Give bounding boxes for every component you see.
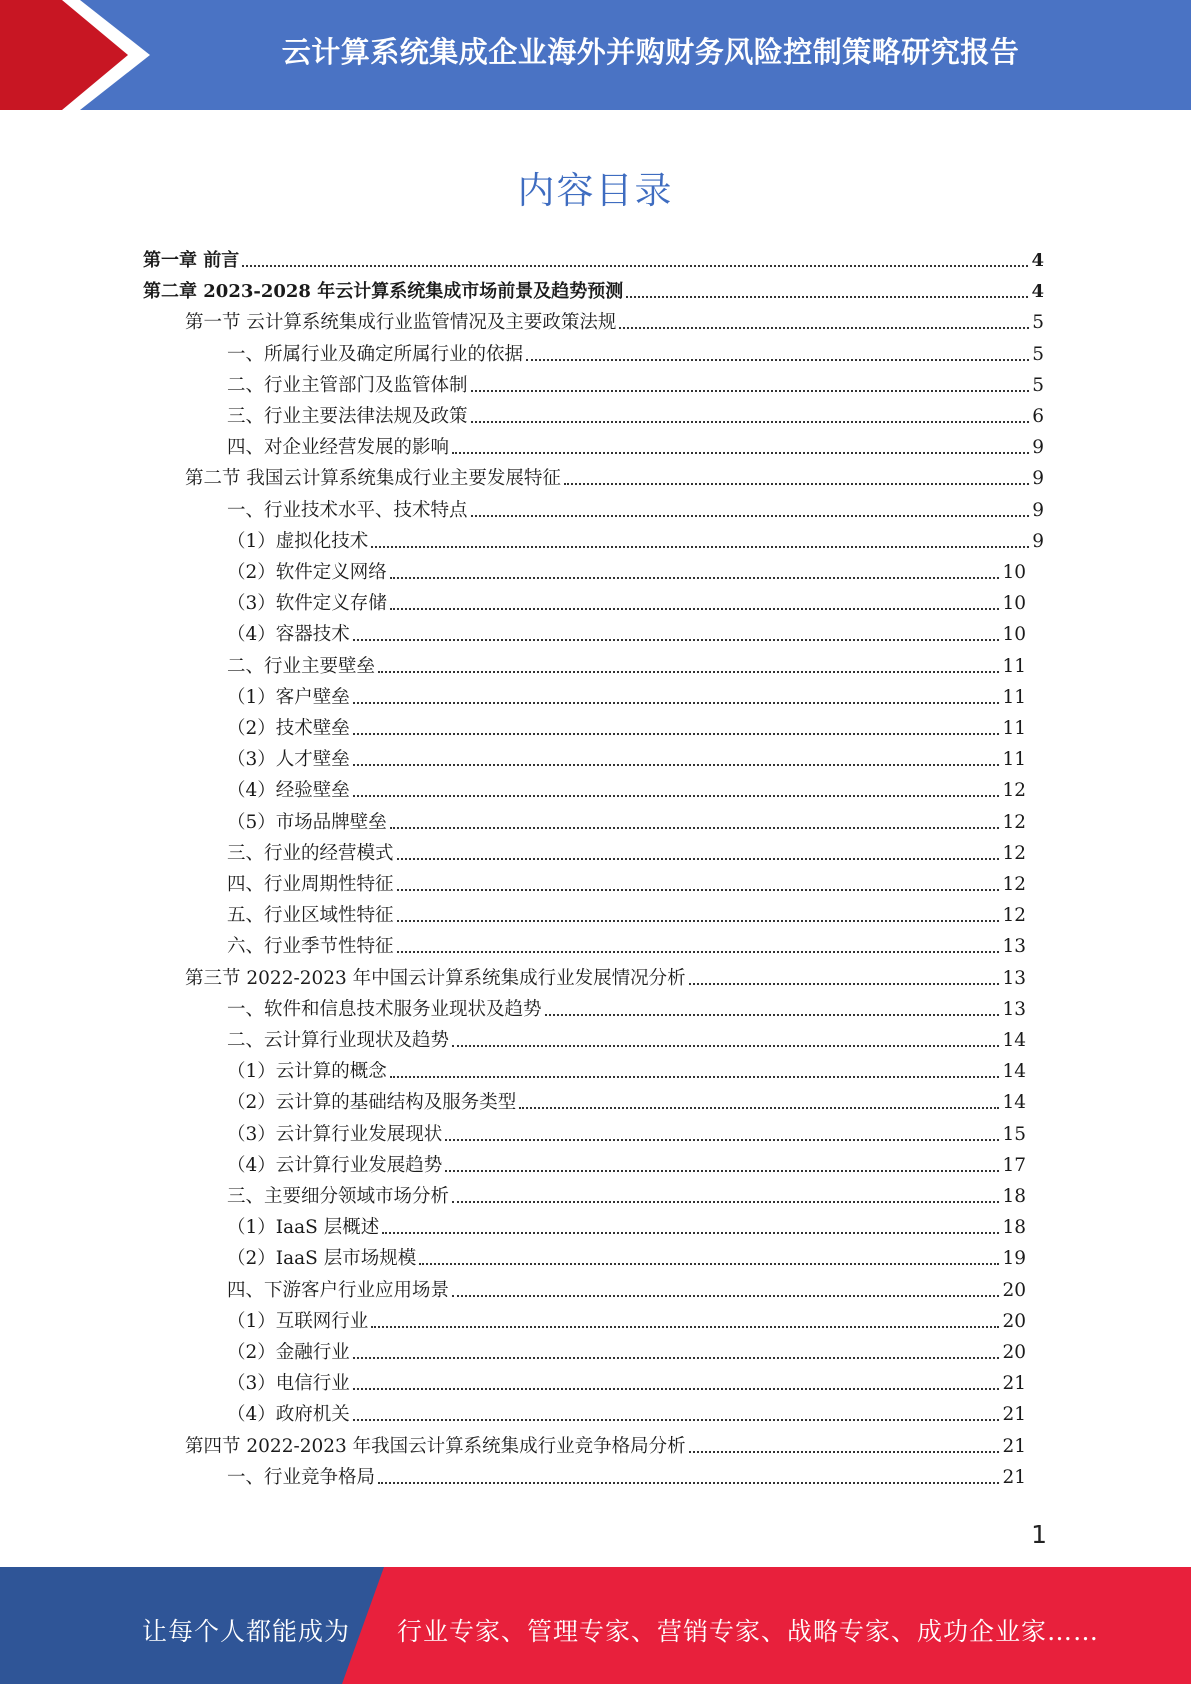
toc-entry-label: （1）IaaS 层概述 [227, 1217, 380, 1239]
toc-entry-page: 21 [1002, 1404, 1026, 1426]
toc-entry[interactable] [227, 1240, 1026, 1271]
toc-entry[interactable] [227, 367, 1044, 398]
toc-leader-dots [545, 1013, 1000, 1016]
toc-entry[interactable] [227, 1116, 1026, 1147]
toc-entry-label: 第四节 2022-2023 年我国云计算系统集成行业竞争格局分析 [185, 1435, 686, 1457]
toc-entry-page: 14 [1002, 1061, 1026, 1083]
toc-entry[interactable] [143, 242, 1044, 273]
toc-entry-page: 21 [1002, 1466, 1026, 1488]
toc-leader-dots [353, 794, 1000, 797]
toc-entry[interactable] [227, 710, 1026, 741]
toc-entry-label: （2）软件定义网络 [227, 562, 387, 583]
toc-entry[interactable] [227, 928, 1026, 959]
toc-entry-page: 13 [1002, 936, 1026, 958]
toc-entry-page: 12 [1002, 842, 1026, 864]
toc-entry-page: 9 [1032, 468, 1044, 490]
page-number: 1 [1031, 1520, 1047, 1549]
toc-entry[interactable] [227, 492, 1044, 523]
toc-entry[interactable] [227, 835, 1026, 866]
toc-entry-page: 9 [1032, 499, 1044, 521]
toc-entry-label: （2）云计算的基础结构及服务类型 [227, 1092, 517, 1114]
toc-entry-label: （4）容器技术 [227, 624, 350, 646]
toc-leader-dots [689, 1450, 1000, 1453]
toc-leader-dots [371, 1325, 999, 1328]
toc-entry[interactable] [227, 1209, 1026, 1240]
toc-entry-page: 11 [1002, 655, 1026, 677]
toc-entry[interactable] [227, 1396, 1026, 1427]
toc-entry[interactable] [227, 429, 1044, 460]
toc-entry-label: （4）云计算行业发展趋势 [227, 1154, 443, 1176]
toc-entry-label: （3）软件定义存储 [227, 593, 387, 615]
toc-leader-dots [397, 919, 1000, 922]
toc-entry[interactable] [227, 648, 1026, 679]
toc-entry-page: 17 [1002, 1154, 1026, 1176]
toc-leader-dots [378, 1481, 999, 1484]
toc-entry[interactable] [227, 554, 1026, 585]
toc-leader-dots [397, 888, 1000, 891]
toc-entry[interactable] [185, 1428, 1026, 1459]
toc-leader-dots [390, 607, 1000, 610]
toc-entry[interactable] [227, 523, 1044, 554]
toc-entry-label: 三、行业的经营模式 [227, 842, 394, 864]
toc-entry-page: 12 [1002, 780, 1026, 802]
toc-entry[interactable] [227, 1053, 1026, 1084]
toc-entry[interactable] [227, 679, 1026, 710]
toc-leader-dots [519, 1106, 999, 1109]
toc-entry-page: 15 [1002, 1123, 1026, 1145]
toc-entry-page: 12 [1002, 874, 1026, 895]
toc-entry-page: 6 [1032, 406, 1044, 427]
toc-entry-label: 一、行业技术水平、技术特点 [227, 499, 468, 521]
toc-entry-page: 11 [1002, 686, 1026, 708]
toc-entry-label: 六、行业季节性特征 [227, 936, 394, 958]
toc-leader-dots [526, 358, 1029, 361]
toc-entry-label: （1）云计算的概念 [227, 1061, 387, 1083]
toc-entry[interactable] [227, 1272, 1026, 1303]
toc-leader-dots [382, 1231, 999, 1234]
toc-leader-dots [242, 264, 1028, 267]
toc-entry[interactable] [227, 804, 1026, 835]
toc-entry-label: 二、行业主要壁垒 [227, 655, 376, 677]
toc-entry[interactable] [227, 897, 1026, 928]
toc-entry-page: 5 [1032, 343, 1044, 365]
toc-entry[interactable] [185, 460, 1044, 491]
toc-entry[interactable] [227, 741, 1026, 772]
toc-entry-label: 四、行业周期性特征 [227, 874, 394, 895]
toc-leader-dots [626, 295, 1028, 298]
toc-leader-dots [619, 326, 1029, 329]
toc-entry[interactable] [227, 772, 1026, 803]
toc-entry-page: 18 [1002, 1186, 1026, 1207]
toc-entry-page: 11 [1002, 718, 1026, 739]
toc-entry[interactable] [185, 304, 1044, 335]
toc-entry-page: 10 [1002, 624, 1026, 646]
toc-entry[interactable] [227, 1365, 1026, 1396]
toc-entry[interactable] [227, 1459, 1026, 1490]
toc-leader-dots [353, 701, 1000, 704]
toc-leader-dots [471, 420, 1030, 423]
toc-entry-label: （3）云计算行业发展现状 [227, 1123, 443, 1145]
toc-leader-dots [452, 1294, 999, 1297]
toc-leader-dots [397, 857, 1000, 860]
toc-entry-label: （2）金融行业 [227, 1342, 350, 1363]
toc-leader-dots [390, 576, 1000, 579]
toc-entry-page: 5 [1032, 374, 1044, 396]
toc-leader-dots [353, 732, 1000, 735]
toc-entry-label: （4）经验壁垒 [227, 780, 350, 802]
toc-leader-dots [353, 1387, 1000, 1390]
toc-entry-label: （5）市场品牌壁垒 [227, 811, 387, 833]
toc-entry-label: 第一章 前言 [143, 250, 240, 271]
toc-leader-dots [419, 1262, 999, 1265]
toc-entry-page: 14 [1002, 1092, 1026, 1114]
toc-entry[interactable] [143, 273, 1044, 304]
toc-leader-dots [471, 389, 1030, 392]
toc-entry[interactable] [227, 866, 1026, 897]
toc-leader-dots [564, 482, 1029, 485]
toc-entry-page: 4 [1031, 281, 1044, 303]
toc-leader-dots [689, 982, 1000, 985]
toc-leader-dots [353, 1418, 1000, 1421]
toc-entry-label: （4）政府机关 [227, 1404, 350, 1426]
toc-entry-label: 三、行业主要法律法规及政策 [227, 406, 468, 427]
toc-entry[interactable] [227, 991, 1026, 1022]
toc-entry-page: 14 [1002, 1030, 1026, 1051]
toc-leader-dots [445, 1169, 999, 1172]
toc-entry-page: 5 [1032, 312, 1044, 334]
toc-entry-page: 12 [1002, 905, 1026, 927]
toc-entry-page: 9 [1032, 530, 1044, 552]
toc-leader-dots [452, 1200, 999, 1203]
toc-entry[interactable] [227, 1084, 1026, 1115]
toc-entry[interactable] [227, 1334, 1026, 1365]
toc-entry-page: 12 [1002, 811, 1026, 833]
toc-entry-page: 20 [1002, 1342, 1026, 1363]
toc-heading: 内容目录 [517, 169, 674, 212]
toc-entry-label: 第一节 云计算系统集成行业监管情况及主要政策法规 [185, 312, 617, 334]
toc-entry-label: 第二节 我国云计算系统集成行业主要发展特征 [185, 468, 561, 490]
toc-entry-label: 四、对企业经营发展的影响 [227, 437, 450, 459]
toc-entry-label: 四、下游客户行业应用场景 [227, 1279, 450, 1301]
toc-entry[interactable] [227, 1303, 1026, 1334]
toc-entry-label: （1）互联网行业 [227, 1310, 369, 1332]
toc-entry[interactable] [185, 960, 1026, 991]
toc-entry-page: 21 [1002, 1435, 1026, 1457]
toc-entry-page: 21 [1002, 1373, 1026, 1395]
toc-entry-label: 一、所属行业及确定所属行业的依据 [227, 343, 524, 365]
toc-entry-label: （2）技术壁垒 [227, 718, 350, 739]
toc-leader-dots [390, 1075, 1000, 1078]
toc-entry-page: 13 [1002, 998, 1026, 1020]
toc-entry-label: 一、软件和信息技术服务业现状及趋势 [227, 998, 542, 1020]
toc-entry-label: 五、行业区域性特征 [227, 905, 394, 927]
toc-leader-dots [445, 1138, 999, 1141]
toc-entry-label: 三、主要细分领域市场分析 [227, 1186, 450, 1207]
toc-leader-dots [471, 514, 1030, 517]
toc-leader-dots [390, 826, 1000, 829]
toc-entry-page: 18 [1002, 1217, 1026, 1239]
footer-roles: 行业专家、管理专家、营销专家、战略专家、成功企业家…… [397, 1617, 1100, 1646]
toc-leader-dots [397, 950, 1000, 953]
toc-leader-dots [353, 638, 1000, 641]
report-title: 云计算系统集成企业海外并购财务风险控制策略研究报告 [281, 34, 1020, 69]
toc-leader-dots [353, 763, 1000, 766]
toc-entry-label: 一、行业竞争格局 [227, 1466, 376, 1488]
toc-entry-label: （1）客户壁垒 [227, 686, 350, 708]
toc-entry-label: 二、行业主管部门及监管体制 [227, 374, 468, 396]
toc-entry-page: 9 [1032, 437, 1044, 459]
toc-entry[interactable] [227, 1147, 1026, 1178]
toc-entry[interactable] [227, 336, 1044, 367]
toc-entry-page: 4 [1031, 250, 1044, 271]
toc-entry[interactable] [227, 1022, 1026, 1053]
toc-entry-label: （3）人才壁垒 [227, 749, 350, 771]
red-arrow-icon [0, 0, 160, 110]
toc-entry-page: 20 [1002, 1310, 1026, 1332]
toc-entry-page: 19 [1002, 1248, 1026, 1270]
toc-entry-page: 20 [1002, 1279, 1026, 1301]
toc-leader-dots [452, 451, 1029, 454]
toc-leader-dots [353, 1356, 1000, 1359]
toc-entry-page: 10 [1002, 562, 1026, 583]
toc-entry-page: 10 [1002, 593, 1026, 615]
toc-entry-page: 11 [1002, 749, 1026, 771]
toc-entry[interactable] [227, 1178, 1026, 1209]
toc-entry-label: （1）虚拟化技术 [227, 530, 369, 552]
footer-slogan: 让每个人都能成为 [142, 1617, 351, 1646]
toc-entry[interactable] [227, 398, 1044, 429]
toc-entry-label: 第二章 2023-2028 年云计算系统集成市场前景及趋势预测 [143, 281, 624, 303]
toc-entry-label: （3）电信行业 [227, 1373, 350, 1395]
toc-leader-dots [452, 1044, 999, 1047]
toc-leader-dots [371, 545, 1029, 548]
toc-leader-dots [378, 670, 999, 673]
toc-entry-page: 13 [1002, 967, 1026, 989]
toc-entry-label: 二、云计算行业现状及趋势 [227, 1030, 450, 1051]
toc-entry[interactable] [227, 616, 1026, 647]
toc-entry-label: （2）IaaS 层市场规模 [227, 1248, 417, 1270]
toc-entry-label: 第三节 2022-2023 年中国云计算系统集成行业发展情况分析 [185, 967, 686, 989]
toc-entry[interactable] [227, 585, 1026, 616]
